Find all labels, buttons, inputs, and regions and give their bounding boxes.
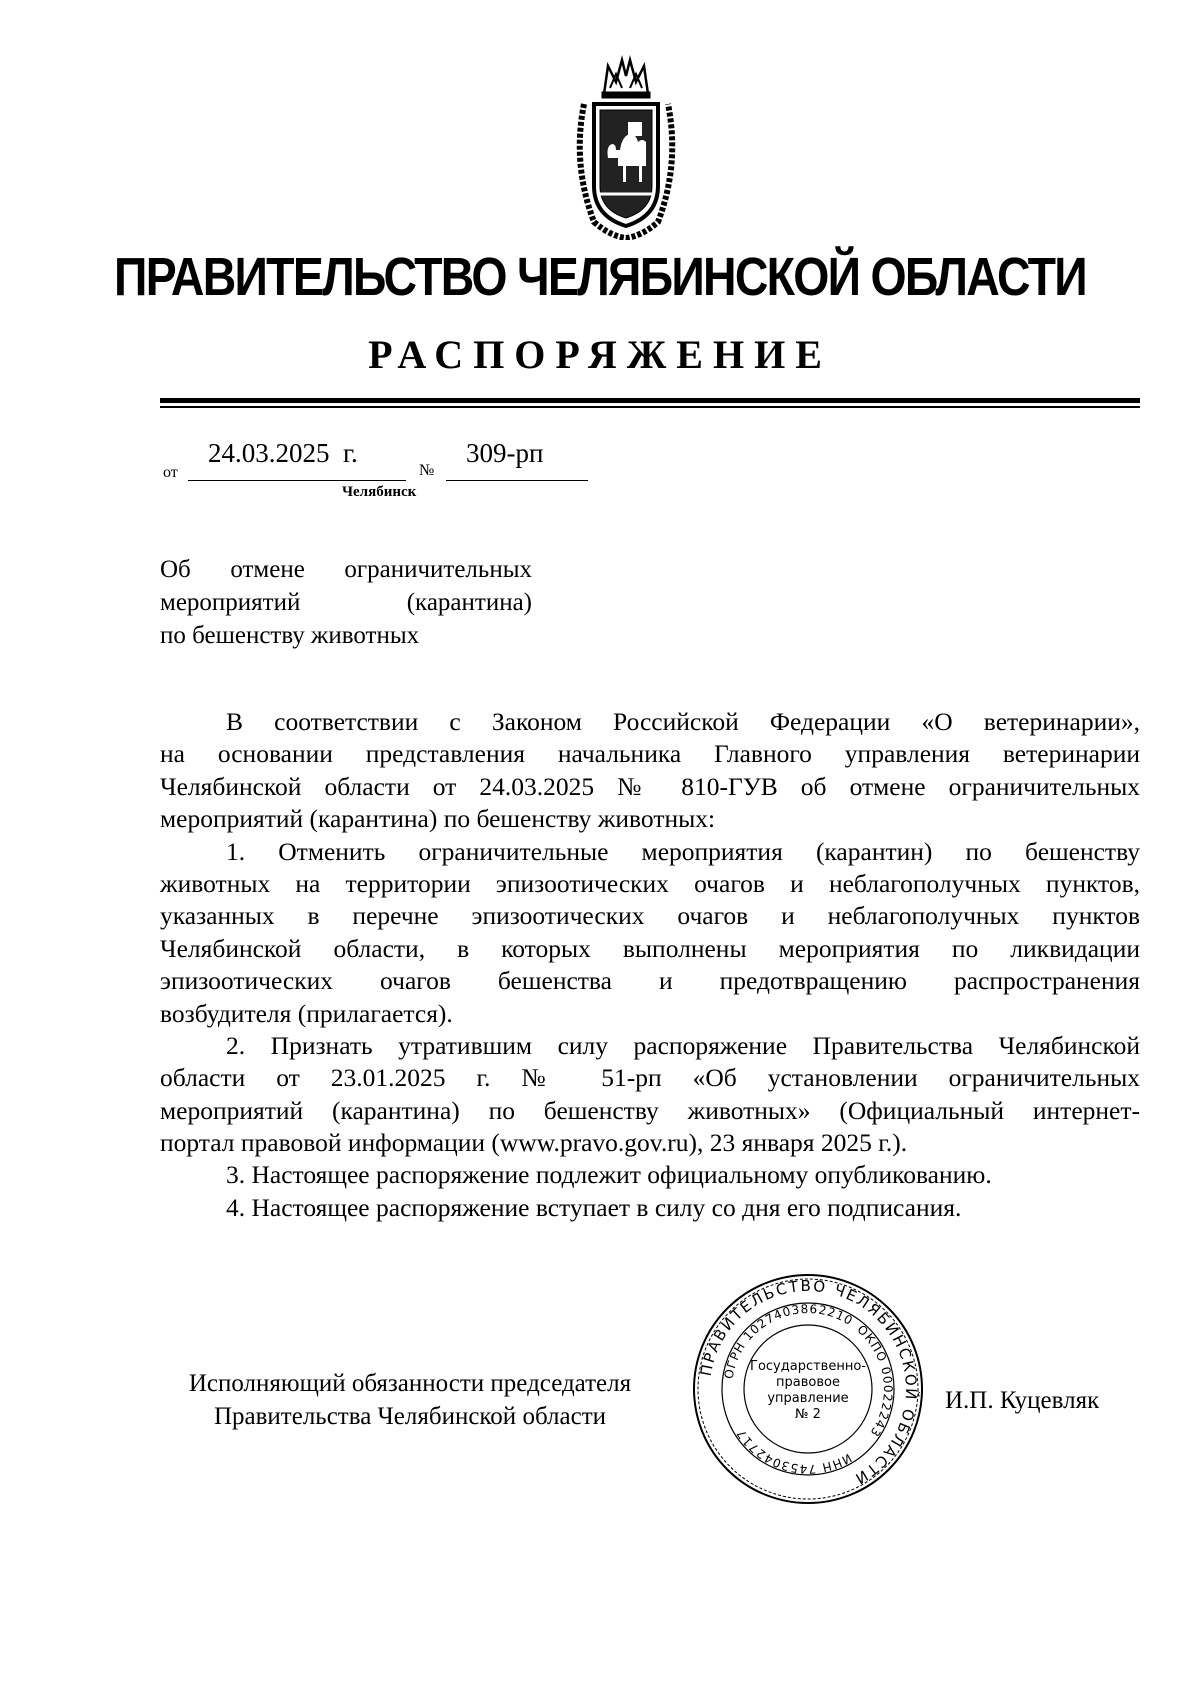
body-line: мероприятий (карантина) по бешенству животных» (Официальный интернет- bbox=[160, 1095, 1140, 1125]
header-divider-thick bbox=[160, 398, 1140, 403]
subject-line: Об отмене ограничительных bbox=[160, 556, 532, 583]
stamp-okpo: ОКПО 00022243 bbox=[854, 1322, 896, 1440]
stamp-center-line: управление bbox=[767, 1391, 849, 1406]
body-line: на основании представления начальника Главного управления ветеринарии bbox=[160, 739, 1140, 769]
signer-name: И.П. Куцевляк bbox=[945, 1387, 1100, 1414]
body-line: 2. Признать утратившим силу распоряжение Правительства Челябинской bbox=[226, 1030, 1140, 1060]
body-line: 3. Настоящее распоряжение подлежит официальному опубликованию. bbox=[226, 1160, 992, 1190]
body-line: портал правовой информации (www.pravo.gov.ru), 23 января 2025 г.). bbox=[160, 1128, 908, 1158]
date-prefix-label: от bbox=[163, 464, 178, 481]
city-label: Челябинск bbox=[342, 484, 417, 500]
document-type-title: РАСПОРЯЖЕНИЕ bbox=[368, 332, 832, 377]
document-subject bbox=[160, 553, 532, 652]
body-line: возбудителя (прилагается). bbox=[160, 998, 453, 1028]
signer-position-line: Правительства Челябинской области bbox=[213, 1403, 607, 1430]
body-line: Челябинской области от 24.03.2025 № 810-ГУВ об отмене ограничительных bbox=[160, 771, 1140, 801]
body-line: Челябинской области, в которых выполнены мероприятия по ликвидации bbox=[160, 933, 1140, 963]
subject-line: по бешенству животных bbox=[160, 622, 420, 649]
body-line: эпизоотических очагов бешенства и предотвращению распространения bbox=[160, 966, 1140, 996]
stamp-center-line: № 2 bbox=[795, 1407, 821, 1422]
body-line: мероприятий (карантина) по бешенству животных: bbox=[160, 804, 716, 834]
body-line: В соответствии с Законом Российской Федерации «О ветеринарии», bbox=[226, 707, 1140, 736]
number-underline bbox=[446, 480, 588, 481]
body-line: области от 23.01.2025 г. № 51-рп «Об установлении ограничительных bbox=[160, 1063, 1140, 1093]
coat-of-arms-emblem bbox=[566, 54, 686, 240]
document-body bbox=[160, 706, 1140, 1224]
stamp-outer-text: ПРАВИТЕЛЬСТВО ЧЕЛЯБИНСКОЙ ОБЛАСТИ bbox=[696, 1276, 921, 1489]
document-date: 24.03.2025 г. bbox=[208, 438, 358, 468]
official-stamp bbox=[688, 1270, 928, 1508]
body-line: 4. Настоящее распоряжение вступает в силу со дня его подписания. bbox=[226, 1192, 962, 1222]
stamp-inn: ИНН 7453042717 bbox=[733, 1426, 855, 1477]
stamp-center-line: правовое bbox=[776, 1375, 840, 1390]
number-sign-label: № bbox=[419, 462, 435, 479]
document-number: 309-рп bbox=[466, 438, 544, 468]
government-title: ПРАВИТЕЛЬСТВО ЧЕЛЯБИНСКОЙ ОБЛАСТИ bbox=[114, 247, 1086, 307]
signer-position-line: Исполняющий обязанности председателя bbox=[188, 1370, 632, 1397]
body-line: 1. Отменить ограничительные мероприятия (карантин) по бешенству bbox=[226, 836, 1140, 866]
subject-line: мероприятий (карантина) bbox=[160, 589, 532, 616]
date-underline bbox=[188, 480, 406, 481]
stamp-center-line: Государственно- bbox=[750, 1359, 866, 1374]
stamp-ogrn: ОГРН 1027403862210 bbox=[721, 1301, 856, 1381]
body-line: указанных в перечне эпизоотических очагов и неблагополучных пунктов bbox=[160, 901, 1140, 931]
signer-position bbox=[150, 1367, 670, 1433]
header-divider-thin bbox=[160, 406, 1140, 408]
body-line: животных на территории эпизоотических очагов и неблагополучных пунктов, bbox=[160, 868, 1140, 898]
